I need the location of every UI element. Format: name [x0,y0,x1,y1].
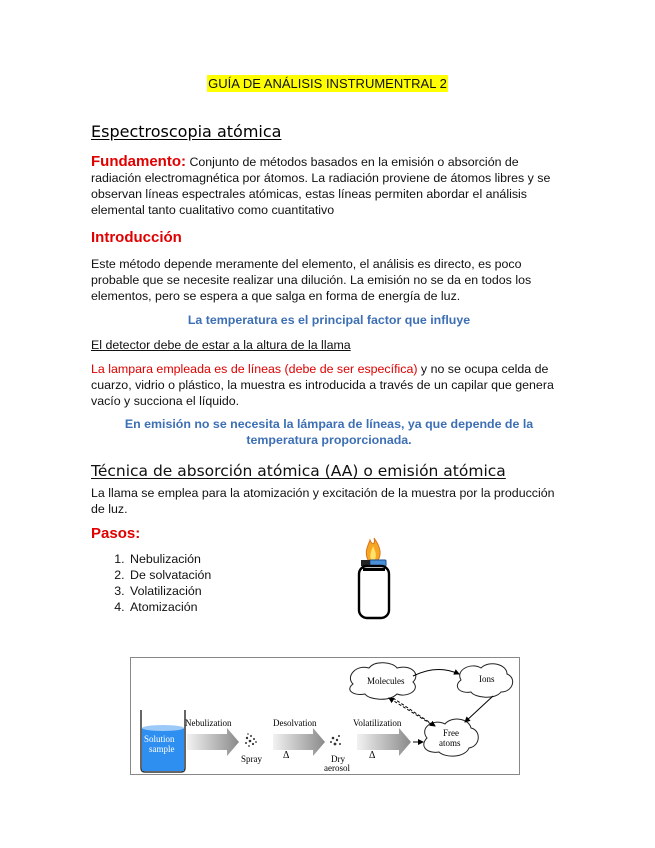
ions-label: Ions [479,674,495,684]
highlight-temperature: La temperatura es el principal factor que influye [187,313,471,327]
spray-particles [245,733,257,747]
fundamento-label: Fundamento: [91,153,186,170]
highlight-emission: En emisión no se necesita la lámpara de líneas, ya que depende de la temperatura proporcionada. [124,417,534,447]
aerosol-label: aerosol [324,763,350,773]
dry-aerosol-particles [330,735,341,745]
delta-label-2: Δ [369,750,376,761]
arrow-volatilization [357,728,411,756]
pasos-heading: Pasos: [91,525,141,542]
fundamento-text: Conjunto de métodos basados en la emisión o absorción de radiación electromagnética por átomos. La radiación proviene de átomos libres y se observan líneas espectrales atómicas, estas líneas permiten abordar el análisis elemental tanto cualitativo como cuantitativo [91,155,551,217]
intro-heading: Introducción [91,229,182,246]
lighter-icon [354,536,394,620]
section-title-espectroscopia: Espectroscopia atómica [91,122,282,141]
delta-label-1: Δ [283,750,290,761]
free-label: Free [443,728,459,738]
spray-label: Spray [241,754,262,764]
list-item: 2. De solvatación [128,567,211,583]
arrow-desolvation [273,728,325,756]
document-title: GUÍA DE ANÁLISIS INSTRUMENTRAL 2 [208,76,447,91]
steps-list [108,551,211,615]
intro-paragraph: Este método depende meramente del elemento, el análisis es directo, es poco probable que se necesite realizar una dilución. La emisión no se da en todos los elementos, pero se espera a que salga en forma de energía de luz. [91,257,532,303]
molecules-label: Molecules [367,676,405,686]
fundamento-paragraph [91,154,571,218]
section-title-tecnica: Técnica de absorción atómica (AA) o emisión atómica [91,462,506,480]
list-item: 4. Atomización [128,599,211,615]
desolvation-label: Desolvation [273,718,317,728]
nebulization-label: Nebulization [185,718,232,728]
atomization-diagram-svg [131,658,519,774]
list-item: 3. Volatilización [128,583,211,599]
list-item: 1. Nebulización [128,551,211,567]
arrow-nebulization [187,728,239,756]
lamp-rest-text: y no se ocupa celda de cuarzo, vidrio o plástico, la muestra es introducida a través de un capilar que genera vacío y succiona el líquido. [91,362,554,408]
solution-label-1: Solution [144,734,175,744]
atomization-diagram [130,657,520,775]
solution-label-2: sample [149,744,175,754]
lamp-red-text: La lampara empleada es de líneas (debe de ser específica) [91,362,418,376]
detector-line: El detector debe de estar a la altura de la llama [91,338,351,352]
arrow-molecules-to-ions [413,669,459,676]
atoms-label: atoms [439,738,461,748]
arrow-ions-to-atoms [465,696,493,722]
tecnica-paragraph: La llama se emplea para la atomización y excitación de la muestra por la producción de luz. [91,486,555,516]
dry-label: Dry [331,754,345,764]
lamp-paragraph [91,361,571,409]
volatilization-label: Volatilization [353,718,402,728]
